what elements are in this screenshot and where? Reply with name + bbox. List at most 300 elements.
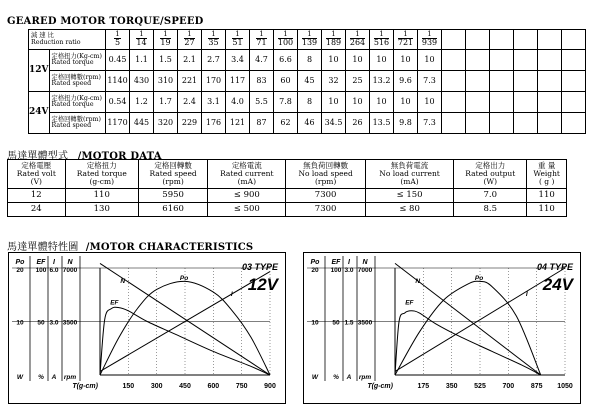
ratio-numerator: 1 [115, 30, 120, 39]
voltage-label: 24V [542, 275, 573, 294]
speed-value-cell [226, 113, 250, 134]
axis-header: I [348, 259, 350, 266]
ratio-cell [370, 30, 394, 50]
ratio-cell [562, 30, 586, 50]
torque-value-cell [130, 50, 154, 71]
y-tick-mid: 50 [37, 319, 45, 327]
torque-value-cell [178, 92, 202, 113]
motor-header-cell [527, 160, 567, 189]
y-unit: A [346, 374, 352, 381]
series-i-label: I [525, 290, 528, 298]
ratio-fraction [302, 31, 317, 48]
speed-value-cell [562, 113, 586, 134]
ratio-cell [298, 30, 322, 50]
header-en: No load speed [298, 169, 353, 179]
speed-value-cell [250, 113, 274, 134]
speed-value: 320 [157, 117, 174, 127]
torque-value: 2.1 [183, 54, 196, 64]
y-tick-mid: 50 [332, 319, 340, 327]
ratio-cell [418, 30, 442, 50]
speed-value-cell [154, 71, 178, 92]
speed-value: 9.8 [399, 117, 412, 127]
ratio-fraction [326, 31, 341, 48]
speed-value-cell [490, 113, 514, 134]
motor-data-cell [208, 189, 286, 203]
speed-value: 430 [133, 75, 150, 85]
ratio-cell [490, 30, 514, 50]
speed-value: 310 [157, 75, 174, 85]
motor-value: 110 [538, 204, 555, 215]
torque-value-cell [418, 92, 442, 113]
y-unit: % [38, 374, 44, 381]
torque-value: 10 [400, 54, 411, 64]
speed-value-cell [322, 71, 346, 92]
y-tick-top: 7000 [62, 267, 78, 274]
x-tick-label: 175 [417, 383, 430, 390]
header-zh: 定格電流 [231, 161, 262, 171]
motor-data-cell [138, 203, 207, 217]
y-tick-top: 100 [35, 267, 47, 274]
torque-row [29, 50, 586, 71]
series-po-line [395, 281, 541, 375]
torque-value: 10 [352, 96, 363, 106]
x-axis-label: T(g-cm) [367, 383, 393, 390]
torque-value-cell [250, 92, 274, 113]
speed-value-cell [418, 113, 442, 134]
speed-value: 121 [229, 117, 246, 127]
y-tick-top: 6.0 [49, 267, 59, 274]
motor-value: 130 [93, 204, 110, 215]
header-en: Rated speed [149, 169, 197, 179]
speed-value-cell [538, 113, 562, 134]
ratio-numerator: 1 [256, 31, 266, 39]
torque-value: 3.1 [207, 96, 220, 106]
motor-data-cell [365, 189, 453, 203]
ratio-cell [394, 30, 418, 50]
type-label: 04 TYPE [536, 262, 573, 272]
y-tick-mid: 3.0 [49, 319, 59, 327]
ratio-cell [202, 30, 226, 50]
torque-value-cell [202, 50, 226, 71]
x-tick-label: 600 [207, 383, 220, 390]
torque-value: 10 [328, 96, 339, 106]
header-en: Rated current [220, 169, 274, 179]
motor-value: ≤ 900 [233, 190, 260, 201]
motor-value: 8.5 [483, 204, 498, 215]
ratio-fraction [136, 31, 146, 48]
ratio-numerator: 1 [374, 31, 389, 39]
torque-value-cell [322, 92, 346, 113]
header-zh: 定格回轉數 [154, 161, 192, 171]
ratio-denominator: 71 [256, 38, 267, 48]
series-ef-label: EF [405, 299, 414, 307]
ratio-numerator: 1 [326, 31, 341, 39]
motor-data-cell [286, 189, 366, 203]
ratio-numerator: 1 [184, 31, 194, 39]
x-tick-label: 300 [150, 383, 163, 390]
speed-value-cell [250, 71, 274, 92]
y-tick-mid: 3500 [62, 319, 78, 327]
motor-value: 7.0 [483, 190, 498, 201]
header-unit: (g-cm) [89, 176, 114, 186]
ratio-denominator: 14 [136, 38, 147, 48]
torque-value: 5.5 [255, 96, 268, 106]
y-tick-top: 7000 [357, 267, 373, 274]
header-unit: ( g ) [538, 176, 555, 186]
torque-value-cell [370, 92, 394, 113]
motor-header-cell [8, 160, 66, 189]
speed-value: 13.2 [372, 75, 391, 85]
y-unit: rpm [63, 374, 77, 381]
motor-data-cell [65, 189, 138, 203]
header-zh: 無負荷電流 [390, 161, 429, 171]
torque-value-cell [202, 92, 226, 113]
torque-value-cell [274, 50, 298, 71]
ratio-denominator: 721 [397, 38, 414, 48]
motor-data-table [7, 159, 567, 217]
ratio-numerator: 1 [398, 31, 413, 39]
ratio-numerator: 1 [208, 31, 218, 39]
torque-value: 4.7 [255, 54, 268, 64]
torque-value-cell [538, 50, 562, 71]
speed-value-cell [178, 71, 202, 92]
torque-label-en: Rated torque [51, 59, 94, 66]
ratio-numerator: 1 [350, 31, 365, 39]
speed-value-cell [274, 113, 298, 134]
motor-value: 110 [93, 190, 110, 201]
torque-label-cell [49, 50, 105, 71]
ratio-fraction [184, 31, 194, 48]
speed-label-en: Rated speed [51, 122, 92, 129]
speed-value: 1140 [107, 75, 128, 85]
speed-value: 221 [181, 75, 198, 85]
torque-value: 3.4 [231, 54, 244, 64]
torque-value: 1.1 [135, 54, 148, 64]
speed-value-cell [202, 113, 226, 134]
voltage-label: 24V [29, 106, 49, 117]
torque-value: 1.7 [159, 96, 172, 106]
torque-value-cell [226, 50, 250, 71]
ratio-cell [250, 30, 274, 50]
ratio-numerator: 1 [232, 31, 242, 39]
torque-value: 2.4 [183, 96, 196, 106]
speed-value-cell [346, 113, 370, 134]
ratio-numerator: 1 [302, 31, 317, 39]
ratio-denominator: 189 [325, 38, 342, 48]
speed-value-cell [418, 71, 442, 92]
torque-value-cell [418, 50, 442, 71]
header-unit: (rpm) [162, 176, 184, 186]
ratio-fraction [350, 31, 365, 48]
torque-value-cell [154, 50, 178, 71]
y-unit: rpm [358, 374, 372, 381]
header-en: Rated output [465, 169, 516, 179]
ratio-denominator: 516 [373, 38, 390, 48]
motor-data-cell [454, 189, 527, 203]
ratio-cell [274, 30, 298, 50]
torque-value-cell [178, 50, 202, 71]
torque-label-cell [49, 92, 105, 113]
motor-title-zh: 馬達單體型式 [7, 151, 69, 162]
speed-value-cell [442, 113, 466, 134]
speed-value: 62 [280, 117, 291, 127]
y-tick-top: 20 [311, 267, 319, 274]
type-label: 03 TYPE [241, 262, 278, 272]
ratio-denominator: 27 [184, 38, 195, 48]
torque-label-zh: 定格扭力(Kg-cm) [51, 94, 102, 102]
torque-value-cell [562, 50, 586, 71]
y-tick-top: 3.0 [344, 267, 354, 274]
y-unit: % [333, 374, 339, 381]
torque-value-cell [514, 50, 538, 71]
ratio-denominator: 139 [301, 38, 318, 48]
motor-header-cell [365, 160, 453, 189]
motor-characteristics-chart-12v [8, 252, 286, 404]
motor-data-cell [286, 203, 366, 217]
x-tick-label: 450 [179, 383, 191, 390]
ratio-fraction [278, 31, 293, 48]
header-en: Rated volt [16, 169, 56, 179]
speed-value: 1170 [107, 117, 128, 127]
speed-value: 26 [352, 117, 363, 127]
speed-value-cell [514, 71, 538, 92]
speed-value: 229 [181, 117, 198, 127]
y-tick-mid: 10 [311, 319, 319, 327]
speed-value-cell [298, 113, 322, 134]
speed-value: 87 [256, 117, 267, 127]
voltage-cell [29, 50, 50, 92]
x-axis-label: T(g-cm) [72, 383, 98, 390]
torque-value-cell [442, 50, 466, 71]
speed-value: 25 [352, 75, 363, 85]
speed-label-cell [49, 113, 105, 134]
y-tick-top: 100 [330, 267, 342, 274]
ratio-fraction [398, 31, 413, 48]
torque-value: 10 [400, 96, 411, 106]
ratio-denominator: 35 [208, 38, 219, 48]
header-unit: (rpm) [314, 176, 337, 186]
motor-data-row [8, 189, 567, 203]
speed-value-cell [370, 113, 394, 134]
speed-label-en: Rated speed [51, 80, 92, 87]
header-en: Weight [533, 169, 560, 179]
axis-header: Po [15, 259, 25, 266]
speed-row [29, 71, 586, 92]
torque-value: 10 [352, 54, 363, 64]
series-ef-label: EF [110, 299, 119, 307]
motor-data-cell [8, 203, 66, 217]
ratio-denominator: 51 [232, 38, 243, 48]
torque-value: 2.7 [207, 54, 220, 64]
motor-header-row [8, 160, 567, 189]
axis-header: I [53, 259, 55, 266]
motor-data-cell [8, 189, 66, 203]
y-tick-top: 20 [16, 267, 24, 274]
motor-header-cell [454, 160, 527, 189]
ratio-numerator: 1 [160, 31, 170, 39]
torque-value: 10 [376, 96, 387, 106]
x-tick-label: 525 [474, 383, 486, 390]
ratio-cell [226, 30, 250, 50]
torque-value-cell [394, 50, 418, 71]
torque-value: 10 [376, 54, 387, 64]
axis-header: N [362, 259, 368, 266]
y-tick-mid: 10 [16, 319, 24, 327]
torque-label-zh: 定格扭力(Kg-cm) [51, 52, 102, 60]
speed-value-cell [394, 113, 418, 134]
speed-label-cell [49, 71, 105, 92]
y-tick-mid: 3500 [357, 319, 373, 327]
speed-value: 7.3 [423, 117, 436, 127]
torque-value: 4.0 [231, 96, 244, 106]
torque-value: 1.2 [135, 96, 148, 106]
x-tick-label: 750 [235, 383, 248, 390]
torque-value-cell [466, 92, 490, 113]
ratio-cell [154, 30, 178, 50]
speed-value-cell [394, 71, 418, 92]
torque-value-cell [562, 92, 586, 113]
ratio-cell [130, 30, 154, 50]
motor-data-cell [527, 203, 567, 217]
speed-value: 170 [205, 75, 222, 85]
torque-value-cell [154, 92, 178, 113]
speed-label-zh: 定格回轉數(rpm) [51, 115, 101, 123]
speed-value-cell [346, 71, 370, 92]
series-n-label: N [415, 277, 421, 285]
motor-value: 12 [30, 190, 42, 201]
motor-data-cell [454, 203, 527, 217]
speed-value-cell [130, 113, 154, 134]
motor-data-cell [65, 203, 138, 217]
ratio-cell [514, 30, 538, 50]
ratio-fraction [160, 31, 170, 48]
torque-value-cell [442, 92, 466, 113]
ratio-denominator: 5 [114, 38, 121, 48]
ratio-cell [322, 30, 346, 50]
ratio-cell [538, 30, 562, 50]
reduction-label-en: Reduction ratio [31, 38, 81, 46]
y-unit: W [311, 374, 319, 381]
speed-value-cell [298, 71, 322, 92]
torque-speed-table [28, 29, 586, 134]
x-tick-label: 700 [502, 383, 515, 390]
motor-value: 5950 [162, 190, 184, 201]
motor-value: ≤ 150 [396, 190, 423, 201]
torque-value-cell [322, 50, 346, 71]
reduction-label-cell [29, 30, 106, 50]
speed-value-cell [322, 113, 346, 134]
header-unit: (mA) [237, 176, 256, 186]
torque-value: 10 [424, 54, 435, 64]
header-zh: 定格電壓 [21, 161, 52, 171]
chart-frame [304, 253, 581, 404]
motor-data-cell [208, 203, 286, 217]
speed-value-cell [130, 71, 154, 92]
motor-value: ≤ 500 [233, 204, 260, 215]
ratio-numerator: 1 [278, 31, 293, 39]
x-tick-label: 1050 [557, 383, 573, 390]
ratio-header-row [29, 30, 586, 50]
voltage-cell [29, 92, 50, 134]
ratio-fraction [256, 31, 266, 48]
torque-value: 8 [306, 54, 313, 64]
series-po-label: Po [179, 274, 189, 282]
speed-value: 445 [133, 117, 150, 127]
series-po-label: Po [474, 274, 484, 282]
motor-characteristics-chart-24v [303, 252, 581, 404]
series-n-label: N [120, 277, 126, 285]
torque-value-cell [466, 50, 490, 71]
char-section-title [7, 238, 253, 253]
header-unit: (W) [483, 176, 498, 186]
header-en: No load current [379, 169, 440, 179]
torque-label-en: Rated torque [51, 101, 94, 108]
speed-value: 7.3 [423, 75, 436, 85]
y-unit: W [16, 374, 24, 381]
speed-value-cell [514, 113, 538, 134]
motor-value: 7300 [314, 204, 337, 215]
torque-value-cell [130, 92, 154, 113]
speed-label-zh: 定格回轉數(rpm) [51, 73, 101, 81]
ratio-cell [106, 30, 130, 50]
ratio-denominator: 939 [421, 38, 438, 48]
torque-value-cell [370, 50, 394, 71]
speed-value-cell [106, 113, 130, 134]
header-zh: 重 量 [537, 161, 556, 171]
torque-value-cell [490, 50, 514, 71]
header-zh: 無負荷回轉數 [303, 161, 349, 171]
motor-header-cell [138, 160, 207, 189]
torque-row [29, 92, 586, 113]
speed-value: 176 [205, 117, 222, 127]
motor-data-cell [527, 189, 567, 203]
torque-value-cell [298, 50, 322, 71]
torque-value-cell [394, 92, 418, 113]
motor-value: 6160 [162, 204, 184, 215]
torque-value-cell [106, 50, 130, 71]
motor-title-en: /MOTOR DATA [77, 151, 162, 162]
ratio-fraction [208, 31, 218, 48]
ratio-denominator: 264 [349, 38, 366, 48]
speed-value: 9.6 [399, 75, 412, 85]
speed-value-cell [226, 71, 250, 92]
header-unit: (mA) [400, 176, 419, 186]
ratio-fraction [374, 31, 389, 48]
speed-row [29, 113, 586, 134]
motor-value: 110 [538, 190, 555, 201]
torque-value: 7.8 [279, 96, 292, 106]
motor-data-cell [365, 203, 453, 217]
voltage-label: 12V [247, 275, 278, 294]
ratio-fraction [232, 31, 242, 48]
ratio-cell [178, 30, 202, 50]
torque-value-cell [490, 92, 514, 113]
torque-value-cell [298, 92, 322, 113]
speed-value-cell [202, 71, 226, 92]
motor-header-cell [208, 160, 286, 189]
ratio-fraction [422, 31, 437, 48]
ratio-numerator: 1 [422, 31, 437, 39]
char-title-zh: 馬達單體特性圖 [7, 242, 79, 253]
speed-value-cell [562, 71, 586, 92]
speed-value: 45 [304, 75, 315, 85]
ratio-numerator: 1 [136, 31, 146, 39]
speed-value: 83 [256, 75, 267, 85]
y-tick-mid: 1.5 [344, 319, 354, 327]
torque-value-cell [250, 50, 274, 71]
torque-section-title: GEARED MOTOR TORQUE/SPEED [7, 16, 204, 27]
ratio-cell [346, 30, 370, 50]
